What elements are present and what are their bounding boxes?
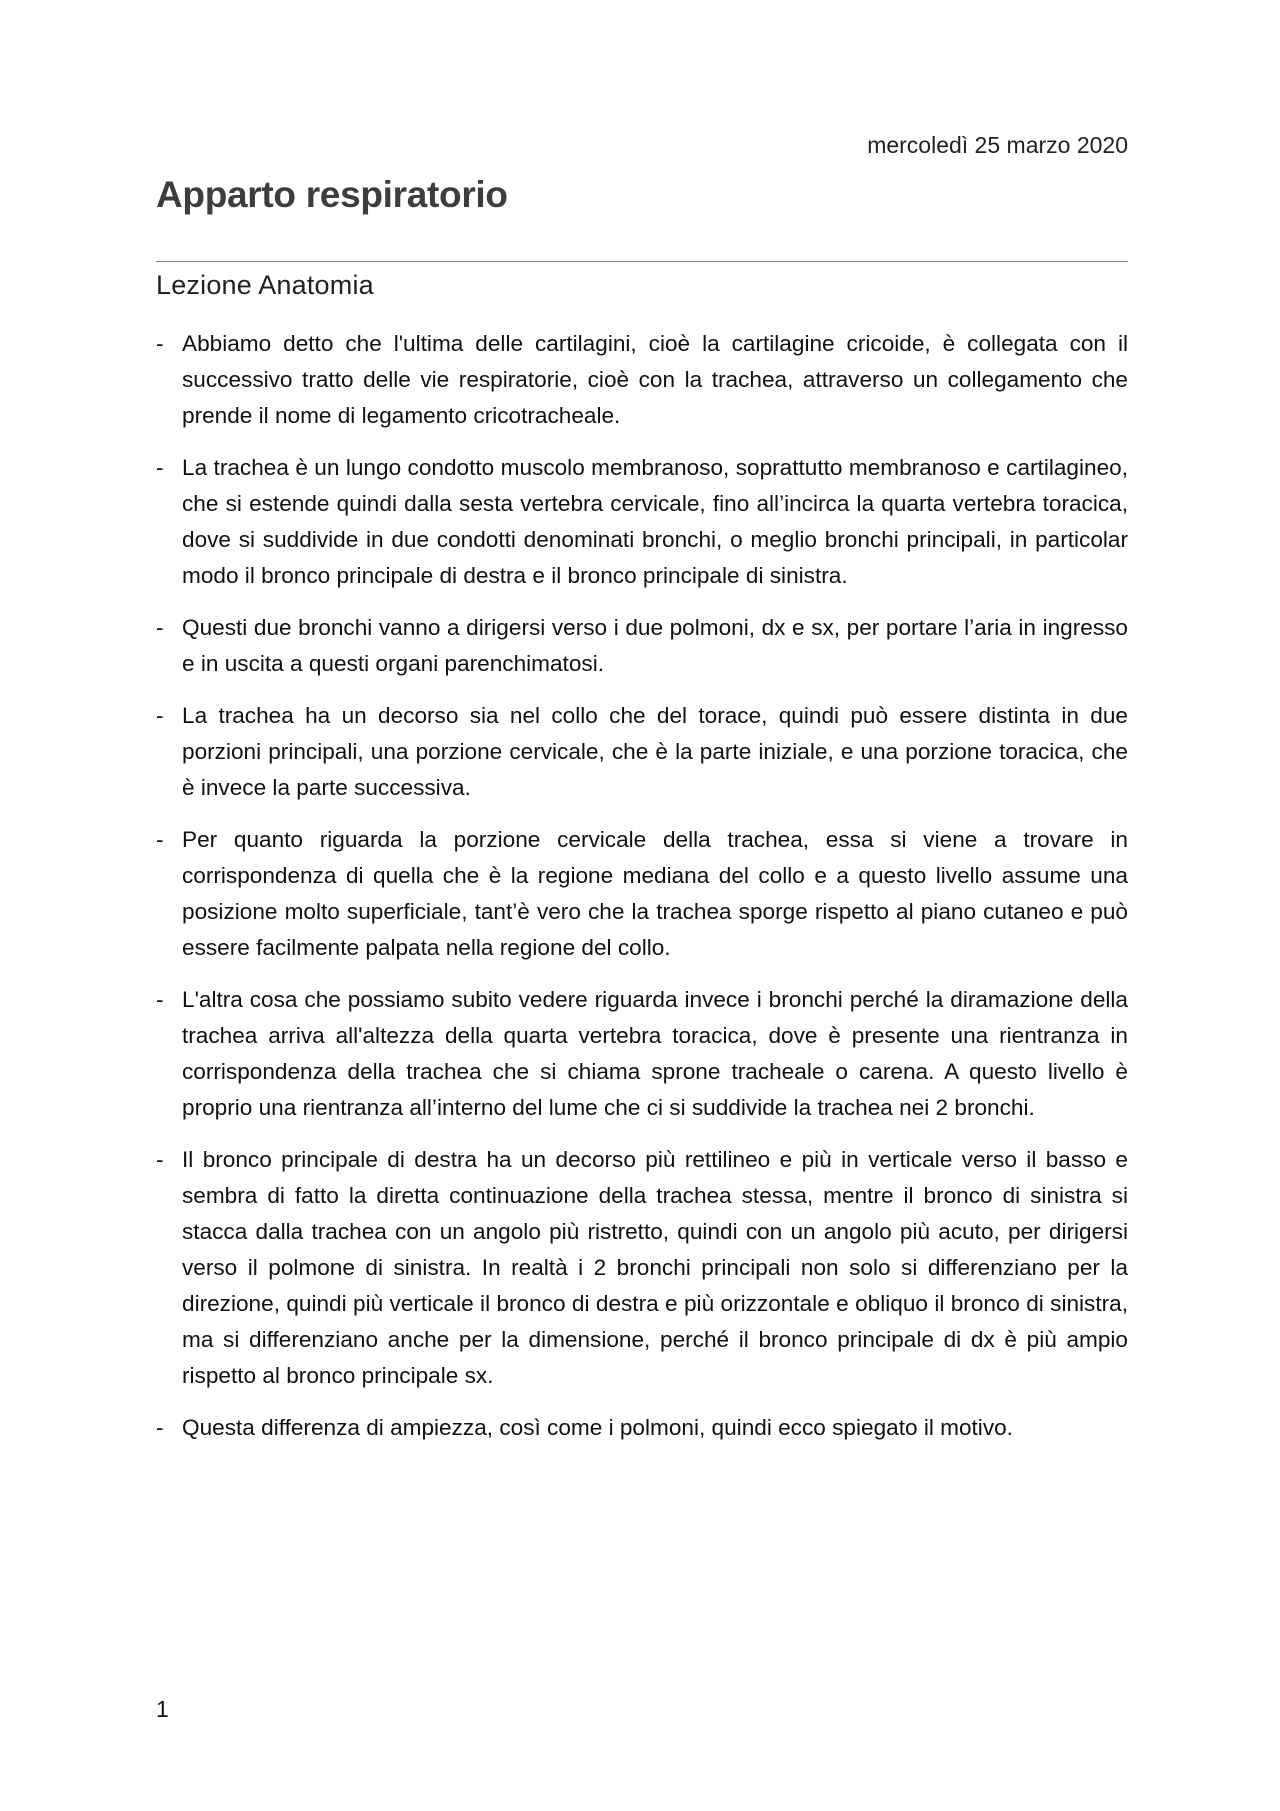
bullet-dash: - [156,615,164,640]
bullet-dash: - [156,827,164,852]
list-item [156,698,1128,806]
list-item [156,1142,1128,1394]
list-item [156,610,1128,682]
list-item [156,326,1128,434]
list-item-text: Per quanto riguarda la porzione cervicale della trachea, essa si viene a trovare in corrispondenza di quella che è la regione mediana del collo e a questo livello assume una posizione molto superficiale, tant’è vero che la trachea sporge rispetto al piano cutaneo e può essere facilmente palpata nella regione del collo. [182,827,1128,960]
document-title: Apparto respiratorio [156,174,508,215]
title-divider [156,261,1128,262]
bullet-dash: - [156,1147,164,1172]
list-item-text: Questi due bronchi vanno a dirigersi verso i due polmoni, dx e sx, per portare l’aria in ingresso e in uscita a questi organi parenchimatosi. [182,615,1128,676]
document-date: mercoledì 25 marzo 2020 [867,132,1128,158]
list-item [156,982,1128,1126]
list-item-text: Questa differenza di ampiezza, così come i polmoni, quindi ecco spiegato il motivo. [182,1415,1013,1440]
list-item [156,1410,1128,1446]
bullet-list [156,326,1128,1462]
list-item-text: L'altra cosa che possiamo subito vedere riguarda invece i bronchi perché la diramazione della trachea arriva all'altezza della quarta vertebra toracica, dove è presente una rientranza in corrispondenza della trachea che si chiama sprone tracheale o carena. A questo livello è proprio una rientranza all’interno del lume che ci si suddivide la trachea nei 2 bronchi. [182,987,1128,1120]
list-item-text: La trachea ha un decorso sia nel collo che del torace, quindi può essere distinta in due porzioni principali, una porzione cervicale, che è la parte iniziale, e una porzione toracica, che è invece la parte successiva. [182,703,1128,800]
list-item [156,450,1128,594]
bullet-dash: - [156,1415,164,1440]
list-item-text: La trachea è un lungo condotto muscolo membranoso, soprattutto membranoso e cartilagineo, che si estende quindi dalla sesta vertebra cervicale, fino all’incirca la quarta vertebra toracica, dove si suddivide in due condotti denominati bronchi, o meglio bronchi principali, in particolar modo il bronco principale di destra e il bronco principale di sinistra. [182,455,1128,588]
list-item-text: Il bronco principale di destra ha un decorso più rettilineo e più in verticale verso il basso e sembra di fatto la diretta continuazione della trachea stessa, mentre il bronco di sinistra si stacca dalla trachea con un angolo più ristretto, quindi con un angolo più acuto, per dirigersi verso il polmone di sinistra. In realtà i 2 bronchi principali non solo si differenziano per la direzione, quindi più verticale il bronco di destra e più orizzontale e obliquo il bronco di sinistra, ma si differenziano anche per la dimensione, perché il bronco principale di dx è più ampio rispetto al bronco principale sx. [182,1147,1128,1388]
bullet-dash: - [156,455,164,480]
page-number: 1 [156,1696,169,1722]
section-heading: Lezione Anatomia [156,270,374,300]
list-item-text: Abbiamo detto che l'ultima delle cartilagini, cioè la cartilagine cricoide, è collegata con il successivo tratto delle vie respiratorie, cioè con la trachea, attraverso un collegamento che prende il nome di legamento cricotracheale. [182,331,1128,428]
bullet-dash: - [156,987,164,1012]
bullet-dash: - [156,703,164,728]
list-item [156,822,1128,966]
bullet-dash: - [156,331,164,356]
